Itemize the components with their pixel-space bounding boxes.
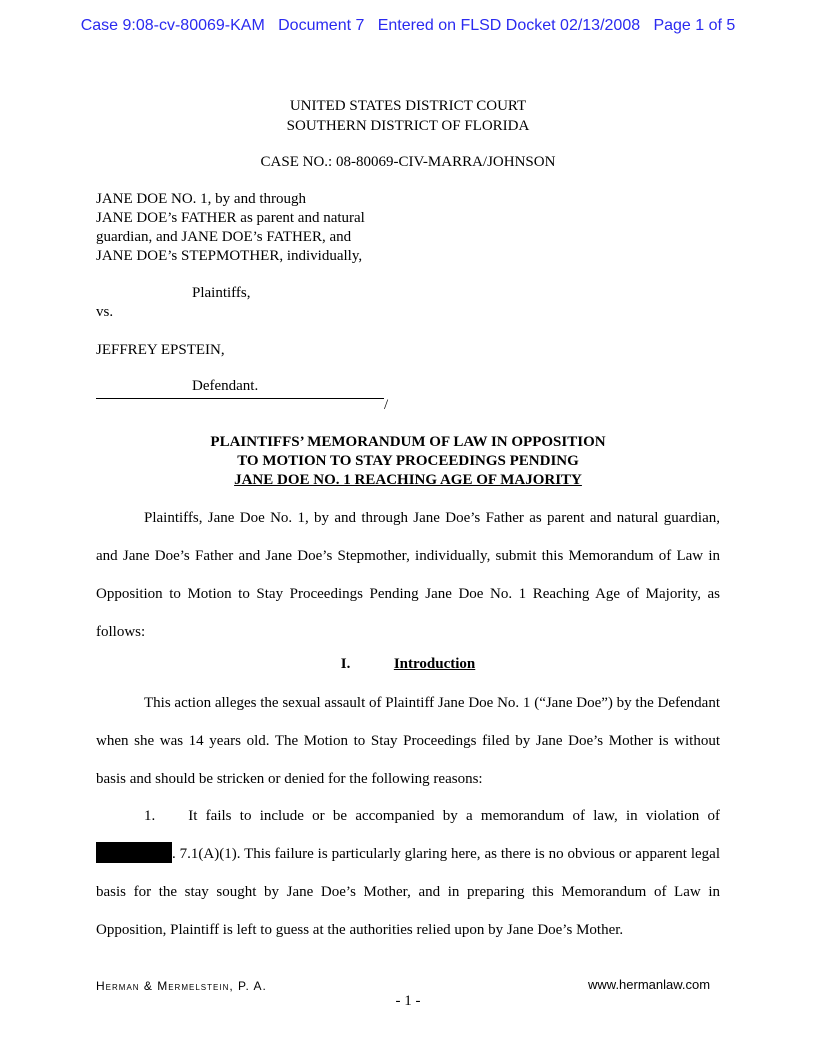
title-line-1: PLAINTIFFS’ MEMORANDUM OF LAW IN OPPOSITION [210,434,606,450]
redaction-block [96,842,172,863]
footer-firm-name: Herman & Mermelstein, P. A. [96,979,267,993]
title-line-3: JANE DOE NO. 1 REACHING AGE OF MAJORITY [234,472,582,488]
paragraph-2-text: This action alleges the sexual assault of Plaintiff Jane Doe No. 1 (“Jane Doe”) by the Defendant when she was 14 years old. The Motion to Stay Proceedings filed by Jane Doe’s Mother is without basis and should be stricken or denied for the following reasons: [96,695,720,787]
intro-paragraph [96,499,720,651]
page-number: - 1 - [395,993,421,1009]
court-name [0,96,816,136]
section-title: Introduction [393,656,476,672]
list-item-lead: It fails to include or be accompanied by a memorandum of law, in violation of [188,808,720,824]
docket-stamp: Case 9:08-cv-80069-KAM Document 7 Entered on FLSD Docket 02/13/2008 Page 1 of 5 [80,17,736,34]
caption-rule [96,398,384,399]
plaintiff-line: guardian, and JANE DOE’s FATHER, and [96,229,352,245]
plaintiff-line: JANE DOE’s FATHER as parent and natural [96,210,365,226]
court-line-2: SOUTHERN DISTRICT OF FLORIDA [286,118,530,134]
plaintiffs-label: Plaintiffs, [192,285,251,301]
list-item-number: 1. [144,808,156,824]
paragraph-2 [96,684,720,798]
case-number: CASE NO.: 08-80069-CIV-MARRA/JOHNSON [260,154,556,170]
plaintiff-line: JANE DOE NO. 1, by and through [96,191,306,207]
list-item-rest: . 7.1(A)(1). This failure is particularly glaring here, as there is no obvious or apparent legal basis for the stay sought by Jane Doe’s Mother, and in preparing this Memorandum of Law in Opposition, Plaintiff is left to guess at the authorities relied upon by Jane Doe’s Mother. [96,846,720,938]
plaintiff-line: JANE DOE’s STEPMOTHER, individually, [96,248,363,264]
caption-slash: / [384,397,389,413]
intro-text: Plaintiffs, Jane Doe No. 1, by and through Jane Doe’s Father as parent and natural guardian, and Jane Doe’s Father and Jane Doe’s Stepmother, individually, submit this Memorandum of Law in Opposition to Motion to Stay Proceedings Pending Jane Doe No. 1 Reaching Age of Majority, as follows: [96,510,720,640]
defendant-label: Defendant. [192,378,259,394]
defendant-name: JEFFREY EPSTEIN, [96,342,225,358]
title-line-2: TO MOTION TO STAY PROCEEDINGS PENDING [237,453,579,469]
document-title [0,433,816,490]
versus-label: vs. [96,304,114,320]
court-line-1: UNITED STATES DISTRICT COURT [289,98,527,114]
list-item-1 [96,797,720,949]
section-heading [0,656,816,673]
plaintiff-caption [96,190,365,266]
footer-website: www.hermanlaw.com [588,977,711,992]
section-number: I. [340,656,351,672]
